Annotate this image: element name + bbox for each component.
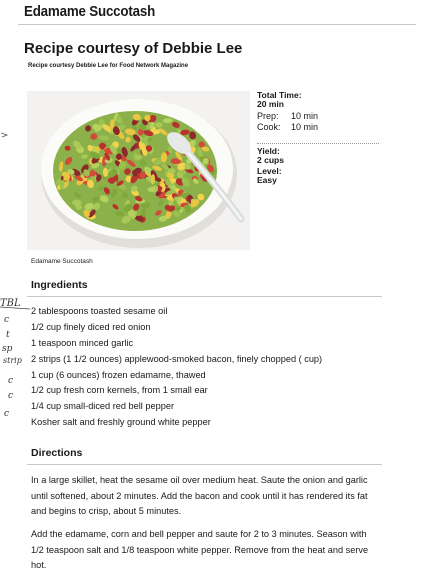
cook-value: 10 min: [291, 122, 319, 132]
ingredients-heading: Ingredients: [31, 279, 88, 291]
ingredient-item: Kosher salt and freshly ground white pepper: [31, 417, 211, 428]
prep-label: Prep:: [257, 111, 279, 121]
ingredient-list: [31, 305, 376, 432]
recipe-courtesy-heading: Recipe courtesy of Debbie Lee: [24, 40, 243, 57]
margin-pen-mark: [0, 130, 10, 140]
succotash-bowl-image: [27, 91, 250, 250]
yield-value: 2 cups: [257, 155, 284, 165]
recipe-byline: Recipe courtesy Debbie Lee for Food Network Magazine: [28, 63, 189, 69]
cook-label: Cook:: [257, 122, 281, 132]
ingredient-item: 2 tablespoons toasted sesame oil: [31, 306, 168, 316]
handwritten-annotations: [0, 295, 34, 430]
yield-label: Yield:: [257, 146, 280, 156]
recipe-title: Edamame Succotash: [24, 4, 156, 20]
photo-caption: Edamame Succotash: [31, 258, 93, 265]
ingredient-item: 1/2 cup fresh corn kernels, from 1 small ear: [31, 385, 208, 396]
prep-value: 10 min: [291, 111, 319, 121]
directions-divider: [27, 464, 382, 465]
handwritten-note: c: [8, 391, 14, 401]
handwritten-note: strip: [3, 356, 22, 365]
handwritten-note: TBL: [0, 298, 21, 309]
ingredient-item: 1/4 cup small-diced red bell pepper: [31, 401, 174, 412]
dish-photo: [27, 91, 250, 250]
level-label: Level:: [257, 166, 282, 176]
directions-heading: Directions: [31, 447, 83, 459]
ingredient-item: 2 strips (1 1/2 ounces) applewood-smoked bacon, finely chopped ( cup): [31, 353, 323, 364]
level-value: Easy: [257, 175, 277, 185]
total-time-value: 20 min: [257, 99, 284, 109]
ingredient-item: 1 cup (6 ounces) frozen edamame, thawed: [31, 369, 206, 380]
ingredient-item: 1 teaspoon minced garlic: [31, 337, 134, 348]
ingredients-divider: [27, 296, 382, 297]
handwritten-note: t: [6, 330, 10, 340]
direction-step: In a large skillet, heat the sesame oil over medium heat. Saute the onion and garlic until softened, about 2 minutes. Add the bacon and cook until it has rendered its fat and begins to crisp, about 5 minutes.: [31, 475, 368, 516]
cook-row: [257, 122, 318, 133]
ingredient-item: 1/2 cup finely diced red onion: [31, 321, 151, 332]
handwritten-note: c: [4, 409, 10, 419]
title-divider: [18, 24, 416, 25]
direction-step: Add the edamame, corn and bell pepper and saute for 2 to 3 minutes. Season with 1/2 teaspoon salt and 1/8 teaspoon white pepper. Remove from the heat and serve hot.: [31, 529, 369, 570]
meta-divider: [257, 143, 379, 144]
handwritten-note: c: [4, 315, 10, 325]
handwritten-note: sp: [2, 344, 13, 354]
recipe-meta-panel: [257, 91, 318, 185]
handwritten-note: c: [8, 376, 14, 386]
total-time-label: Total Time:: [257, 90, 302, 100]
prep-row: [257, 111, 318, 122]
